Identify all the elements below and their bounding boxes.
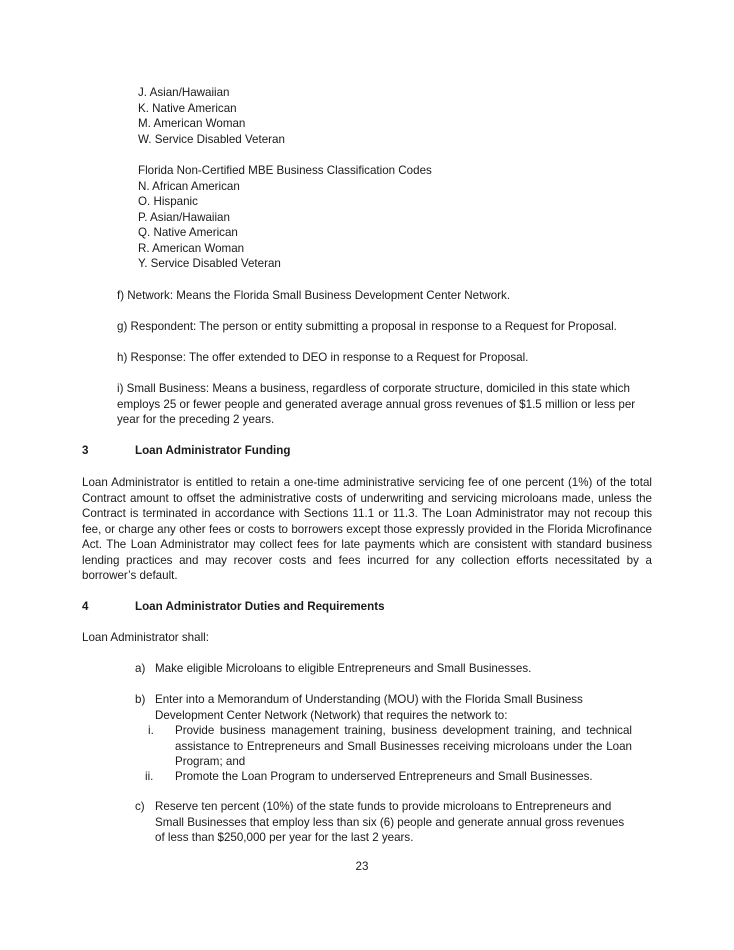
definition-g: g) Respondent: The person or entity submitting a proposal in response to a Request for Proposal. — [117, 320, 617, 333]
page-number: 23 — [355, 860, 369, 873]
item-c-text: Reserve ten percent (10%) of the state funds to provide microloans to Entrepreneurs and Small Businesses that employ less than six (6) people and generate annual gross revenues of less than $250,000 per year for the last 2 years. — [155, 800, 625, 844]
subitem-ii-text: Promote the Loan Program to underserved Entrepreneurs and Small Businesses. — [175, 770, 593, 783]
section-3-title: Loan Administrator Funding — [135, 444, 291, 457]
subitem-ii-label: ii. — [145, 770, 154, 783]
definition-i: i) Small Business: Means a business, regardless of corporate structure, domiciled in this state which employs 25 or fewer people and generated average annual gross revenues of $1.5 million or less per year for the preceding 2 years. — [117, 382, 636, 426]
section-3-body: Loan Administrator is entitled to retain a one-time administrative servicing fee of one percent (1%) of the total Contract amount to offset the administrative costs of underwriting and servicing microloans made, unless the Contract is terminated in accordance with Sections 11.1 or 11.3. The Loan Administrator may not recoup this fee, or charge any other fees or costs to borrowers except those expressly provided in the Florida Microfinance Act. The Loan Administrator may collect fees for late payments which are consistent with standard business lending practices and may recover costs and fees incurred for any collection efforts necessitated by a borrower’s default. — [82, 476, 652, 582]
code-item: R. American Woman — [138, 241, 245, 255]
code-item: O. Hispanic — [138, 195, 198, 208]
item-b-text: Enter into a Memorandum of Understanding (MOU) with the Florida Small Business Development Center Network (Network) that requires the network to: — [155, 693, 583, 722]
code-item: P. Asian/Hawaiian — [138, 210, 230, 224]
section-3-number: 3 — [82, 444, 89, 457]
code-item: Q. Native American — [138, 226, 238, 239]
code-item: K. Native American — [138, 101, 237, 115]
section-4-intro: Loan Administrator shall: — [82, 631, 209, 644]
subitem-i-text: Provide business management training, business development training, and technical assistance to Entrepreneurs and Small Businesses receiving microloans under the Loan Program; and — [175, 724, 632, 768]
certified-codes-list — [138, 85, 285, 147]
subitem-i-label: i. — [148, 724, 154, 737]
item-a-text: Make eligible Microloans to eligible Entrepreneurs and Small Businesses. — [155, 662, 532, 675]
section-4-number: 4 — [82, 600, 89, 613]
code-item: W. Service Disabled Veteran — [138, 132, 285, 146]
definition-h: h) Response: The offer extended to DEO in response to a Request for Proposal. — [117, 351, 529, 364]
item-a-label: a) — [135, 662, 146, 675]
definition-f: f) Network: Means the Florida Small Business Development Center Network. — [117, 289, 511, 302]
item-b-label: b) — [135, 693, 146, 706]
code-item: M. American Woman — [138, 117, 246, 130]
noncertified-heading: Florida Non-Certified MBE Business Classification Codes — [138, 164, 432, 177]
noncertified-codes-list — [138, 163, 432, 272]
code-item: N. African American — [138, 179, 240, 193]
section-4-title: Loan Administrator Duties and Requirements — [135, 600, 385, 613]
item-c-label: c) — [135, 800, 145, 813]
code-item: J. Asian/Hawaiian — [138, 86, 230, 99]
code-item: Y. Service Disabled Veteran — [138, 257, 281, 270]
